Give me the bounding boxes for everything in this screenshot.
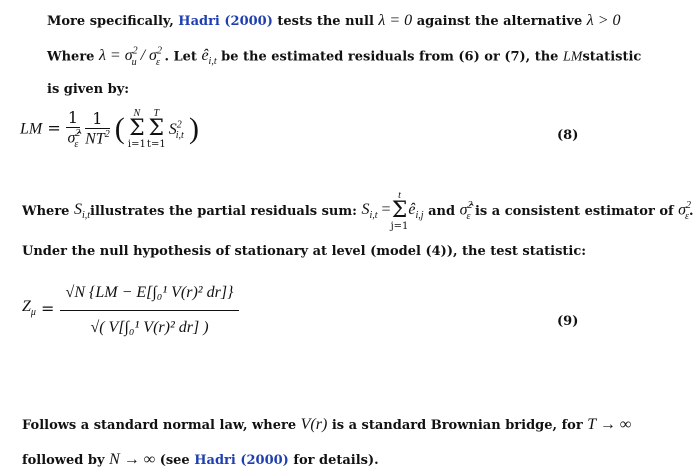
text: i=1 [127, 139, 146, 150]
equation-9-number: (9) [557, 314, 579, 329]
text: for details). [293, 453, 379, 468]
n-limit: N → ∞ [109, 451, 156, 468]
lm-label: LM [562, 49, 583, 65]
lambda-definition: $\lambda = \sigma^2_u / \sigma^2_\varepsilon$ [98, 46, 162, 68]
text: σ̂$^2_\varepsilon$ [67, 128, 81, 150]
text: . Let [164, 49, 197, 65]
null-hypothesis: λ = 0 [378, 12, 413, 29]
eq9-fraction [60, 280, 240, 337]
text: Where [22, 203, 70, 219]
eq8-lhs: LM [20, 120, 43, 138]
text: Follows a standard normal law, where [22, 418, 297, 433]
residual-ij: $ê_{i,j}$ [408, 200, 424, 222]
text: against the alternative [416, 14, 583, 29]
text: illustrates the partial residuals sum: [90, 203, 357, 219]
brownian-bridge-symbol: V(r) [300, 416, 328, 433]
text: is a consistent estimator of [474, 203, 674, 219]
citation-link-hadri-2[interactable]: Hadri (2000) [194, 453, 289, 468]
text: is a standard Brownian bridge, for [331, 418, 583, 433]
text: NT [85, 130, 105, 148]
text: More specifically, [47, 14, 174, 29]
text: statistic [582, 49, 642, 65]
sigma-epsilon: $\sigma^2_\varepsilon$ [678, 200, 692, 222]
text: t [398, 190, 401, 201]
text: 1 [67, 108, 79, 128]
text: . [689, 203, 694, 219]
residual-symbol: $ê_{i,t}$ [201, 47, 217, 68]
text: = [47, 118, 61, 138]
sum-over-j [391, 190, 409, 232]
citation-link-hadri[interactable]: Hadri (2000) [178, 14, 273, 29]
text: j=1 [390, 221, 409, 232]
text: ( [114, 112, 125, 145]
sum-over-t [147, 108, 166, 150]
text: T [153, 108, 160, 119]
eq9-denominator: √( V[∫₀¹ V(r)² dr] ) [90, 319, 209, 336]
text: λ = σ [98, 47, 133, 65]
text: S [168, 120, 177, 138]
paragraph-line-5 [22, 244, 586, 259]
text: Z [22, 298, 31, 316]
paragraph-line-3 [47, 82, 129, 97]
text: N [133, 108, 141, 119]
text: Σ [129, 116, 145, 141]
text: 1 [85, 109, 110, 129]
sigma-hat-estimator: σ̂$^2_\varepsilon$ [459, 200, 473, 222]
equation-8 [20, 108, 199, 150]
sum-over-i [128, 108, 146, 150]
paragraph-line-1 [47, 12, 621, 30]
fraction-1-over-nt2 [85, 109, 110, 148]
paragraph-line-4 [22, 190, 694, 232]
text: is given by: [47, 82, 130, 97]
text: Under the null hypothesis of stationary at level (model (4)), the test statistic: [22, 244, 587, 259]
t-limit: T → ∞ [587, 416, 632, 433]
text: followed by [22, 453, 105, 468]
text: tests the null [277, 14, 374, 29]
text: Where [47, 49, 95, 65]
text: Σ [148, 116, 165, 141]
text: be the estimated residuals from (6) or (7), the [221, 49, 559, 65]
text: Σ [391, 198, 408, 223]
s-symbol: $S_{i,t}$ [73, 200, 91, 222]
fraction-1-over-sigma [66, 108, 80, 150]
paragraph-line-6 [22, 416, 631, 434]
s-squared-term: $S^2_{i,t}$ [168, 119, 184, 141]
text: $NT^2$ [85, 129, 110, 148]
equation-9 [22, 280, 239, 337]
paragraph-line-7 [22, 451, 379, 469]
text: and [428, 203, 456, 219]
eq9-numerator: √N {LM − E[∫₀¹ V(r)² dr]} [60, 280, 240, 311]
alternative-hypothesis: λ > 0 [586, 12, 621, 29]
text: σ̂ [67, 129, 76, 147]
text: ) [188, 112, 199, 145]
partial-sum-definition: $S_{i,t}$ = [361, 200, 391, 222]
paragraph-line-2 [47, 46, 641, 68]
text: t=1 [146, 139, 166, 150]
text: (see [159, 453, 190, 468]
text: = [381, 200, 391, 218]
text: = [41, 299, 55, 318]
equation-8-number: (8) [557, 128, 579, 143]
eq9-lhs: $Z_\mu$ [22, 298, 36, 319]
